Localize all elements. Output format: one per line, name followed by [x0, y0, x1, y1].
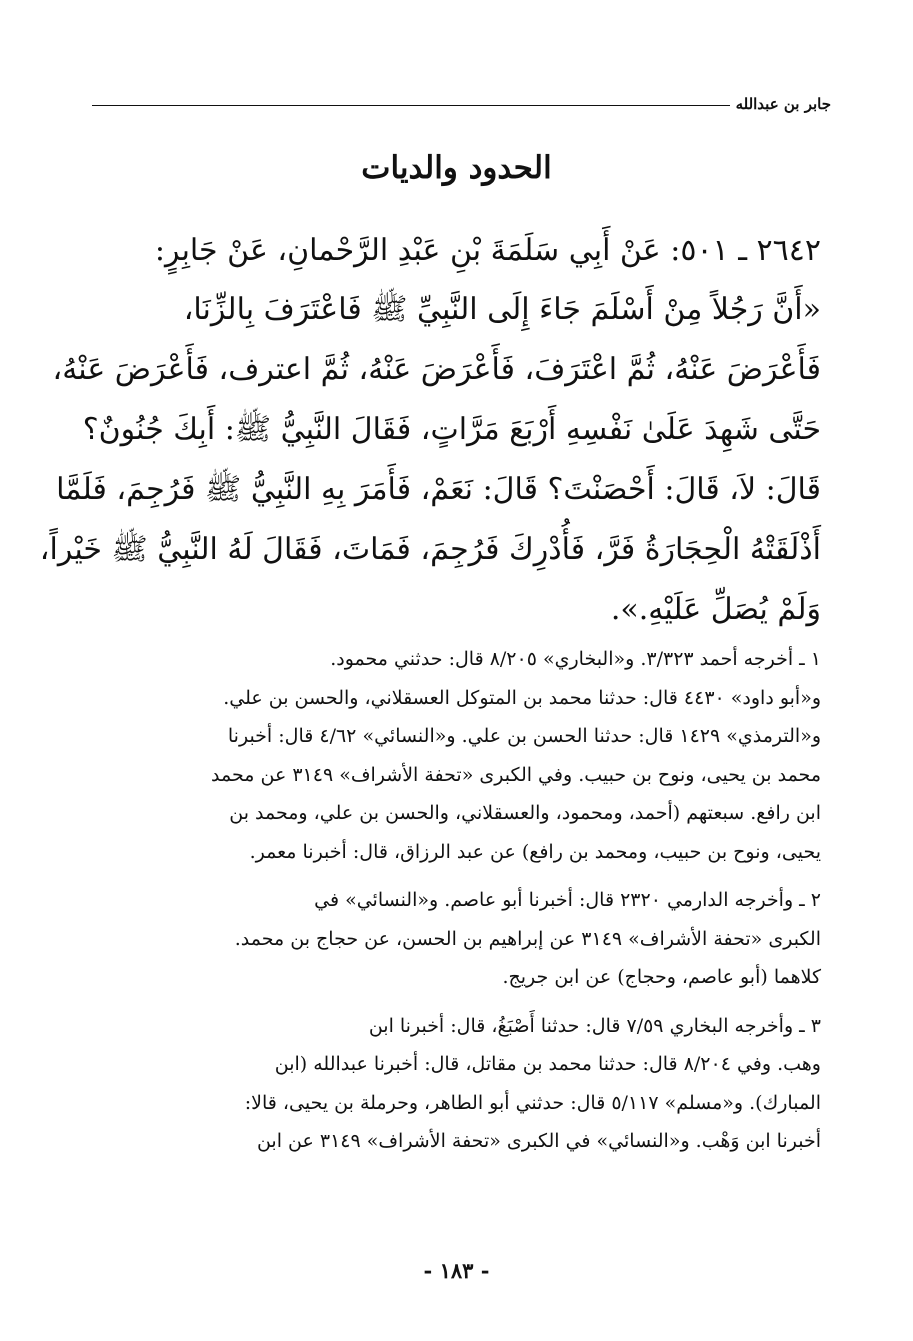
- hadith-line: «أَنَّ رَجُلاً مِنْ أَسْلَمَ جَاءَ إِلَى النَّبِيِّ ﷺ فَاعْتَرَفَ بِالزِّنَا،: [183, 292, 821, 327]
- footnote-line: و«أبو داود» ٤٤٣٠ قال: حدثنا محمد بن المتوكل العسقلاني، والحسن بن علي.: [223, 686, 821, 709]
- footnote-line: الكبرى «تحفة الأشراف» ٣١٤٩ عن إبراهيم بن الحسن، عن حجاج بن محمد.: [234, 927, 821, 950]
- running-head: [92, 92, 831, 116]
- hadith-heading: ٢٦٤٢ ـ ٥٠١: عَنْ أَبِي سَلَمَةَ بْنِ عَبْدِ الرَّحْمانِ، عَنْ جَابِرٍ:: [154, 233, 821, 268]
- hadith-line: أَذْلَقَتْهُ الْحِجَارَةُ فَرَّ، فَأُدْرِكَ فَرُجِمَ، فَمَاتَ، فَقَالَ لَهُ النَّبِيُّ ﷺ خَيْراً،: [39, 532, 821, 567]
- footnote-3: [92, 1007, 821, 1161]
- hadith-line: قَالَ: لاَ، قَالَ: أَحْصَنْتَ؟ قَالَ: نَعَمْ، فَأَمَرَ بِهِ النَّبِيُّ ﷺ فَرُجِمَ، فَلَمَّا: [56, 472, 821, 507]
- hadith-line: حَتَّى شَهِدَ عَلَىٰ نَفْسِهِ أَرْبَعَ مَرَّاتٍ، فَقَالَ النَّبِيُّ ﷺ: أَبِكَ جُنُونٌ؟: [82, 412, 821, 447]
- running-head-rule: [92, 105, 730, 106]
- footnote-line: و«الترمذي» ١٤٢٩ قال: حدثنا الحسن بن علي. و«النسائي» ٤/٦٢ قال: أخبرنا: [227, 725, 821, 747]
- footnote-line: وهب. وفي ٨/٢٠٤ قال: حدثنا محمد بن مقاتل، قال: أخبرنا عبدالله (ابن: [274, 1053, 821, 1075]
- section-title: الحدود والديات: [361, 150, 552, 186]
- footnote-line: ١ ـ أخرجه أحمد ٣/٣٢٣. و«البخاري» ٨/٢٠٥ قال: حدثني محمود.: [330, 648, 821, 670]
- footnote-2: [92, 881, 821, 997]
- footnote-line: المبارك). و«مسلم» ٥/١١٧ قال: حدثني أبو الطاهر، وحرملة بن يحيى، قالا:: [244, 1091, 821, 1114]
- running-head-title: جابر بن عبدالله: [735, 95, 831, 113]
- hadith-text: [39, 280, 821, 640]
- page-number: - ١٨٣ -: [423, 1258, 490, 1283]
- footnote-1: [92, 640, 821, 871]
- footnote-line: أخبرنا ابن وَهْب. و«النسائي» في الكبرى «تحفة الأشراف» ٣١٤٩ عن ابن: [256, 1130, 821, 1152]
- footnote-line: محمد بن يحيى، ونوح بن حبيب. وفي الكبرى «تحفة الأشراف» ٣١٤٩ عن محمد: [211, 763, 821, 786]
- hadith-line: وَلَمْ يُصَلِّ عَلَيْهِ.».: [610, 592, 821, 627]
- footnote-line: يحيى، ونوح بن حبيب، ومحمد بن رافع) عن عبد الرزاق، قال: أخبرنا معمر.: [249, 840, 821, 863]
- footnotes: [92, 640, 821, 1171]
- hadith-block: [39, 222, 821, 640]
- footnote-line: ٢ ـ وأخرجه الدارمي ٢٣٢٠ قال: أخبرنا أبو عاصم. و«النسائي» في: [314, 889, 821, 911]
- hadith-line: فَأَعْرَضَ عَنْهُ، ثُمَّ اعْتَرَفَ، فَأَعْرَضَ عَنْهُ، ثُمَّ اعترف، فَأَعْرَضَ عَنْهُ،: [52, 352, 821, 387]
- footnote-line: كلاهما (أبو عاصم، وحجاج) عن ابن جريج.: [502, 966, 821, 988]
- footnote-line: ٣ ـ وأخرجه البخاري ٧/٥٩ قال: حدثنا أَصْبَغُ، قال: أخبرنا ابن: [368, 1014, 821, 1037]
- footnote-line: ابن رافع. سبعتهم (أحمد، ومحمود، والعسقلاني، والحسن بن علي، ومحمد بن: [229, 802, 821, 824]
